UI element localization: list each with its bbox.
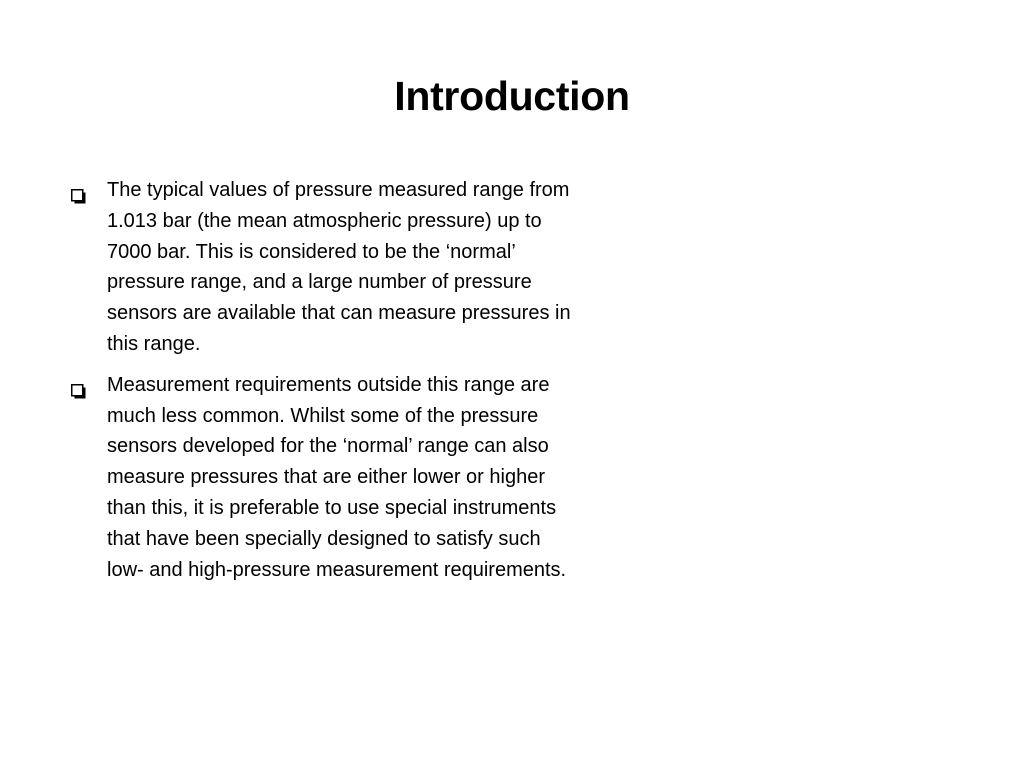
list-item [70,175,580,360]
checkbox-square-icon [71,378,86,393]
bullet-list [70,175,580,595]
list-item [70,370,580,586]
bullet-text: Measurement requirements outside this range are much less common. Whilst some of the pressure sensors developed for the ‘normal’ range can also measure pressures that are either lower or higher than this, it is preferable to use special instruments that have been specially designed to satisfy such low- and high-pressure measurement requirements. [107,373,567,581]
bullet-text: The typical values of pressure measured range from 1.013 bar (the mean atmospheric pressure) up to 7000 bar. This is considered to be the ‘normal’ pressure range, and a large number of pressure sensors are available that can measure pressures in this range. [107,179,571,355]
checkbox-square-icon [71,183,86,198]
slide-title: Introduction [394,73,630,119]
